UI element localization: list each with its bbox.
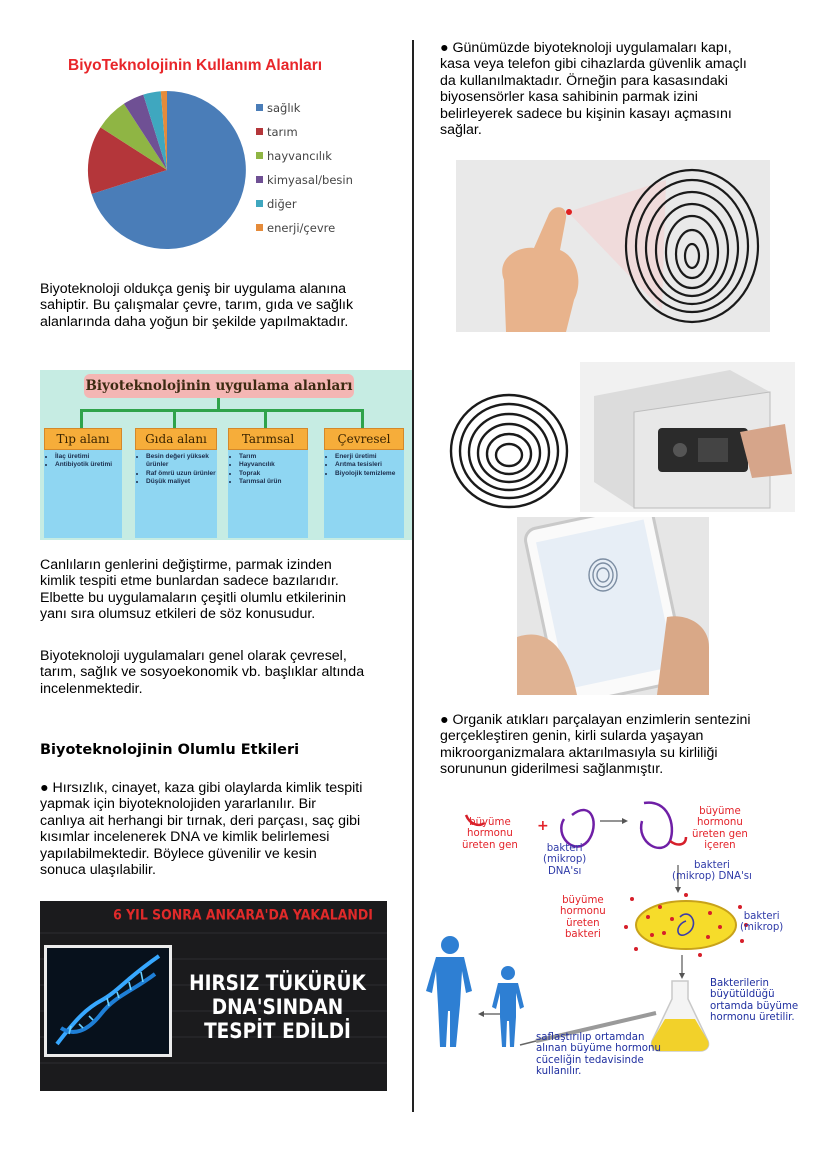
category-tip: Tıp alanı	[44, 428, 122, 450]
safe-photo	[580, 362, 795, 512]
dna-helix-icon	[47, 948, 169, 1054]
legend-item-enerji: enerji/çevre	[256, 221, 335, 235]
intro-paragraph: Biyoteknoloji oldukça geniş bir uygulama alanına sahiptir. Bu çalışmalar çevre, tarım, gıda ve sağlık alanlarında daha yoğun bir şekilde yapılmaktadır.	[40, 281, 354, 330]
fingerprint-icon	[626, 170, 758, 322]
water-pollution-paragraph: ● Organik atıkları parçalayan enzimlerin sentezini gerçekleştiren genin, kirli sularda yaşayan mikroorganizmalara aktarılmasıyla su kirliliği sorununun giderilmesi sağlanmıştır.	[440, 712, 751, 778]
column-divider	[412, 40, 414, 1112]
plus-sign: +	[537, 818, 549, 834]
legend-swatch	[256, 128, 263, 135]
category-tarimsal-box	[228, 450, 308, 538]
legend-item-kimyasal: kimyasal/besin	[256, 173, 353, 187]
legend-swatch	[256, 224, 263, 231]
bacteria-label: bakteri (mikrop)	[740, 911, 784, 934]
legend-swatch	[256, 176, 263, 183]
list-item: • Tarımsal ürün	[239, 478, 308, 486]
pie-chart	[82, 85, 252, 255]
legend-item-diger: diğer	[256, 197, 297, 211]
purified-hormone-label: saflaştırılıp ortamdan alınan büyüme hormonu cüceliğin tedavisinde kullanılır.	[536, 1032, 661, 1078]
list-item: • Raf ömrü uzun ürünler	[146, 470, 217, 478]
list-item: • Besin değeri yüksek ürünler	[146, 453, 217, 470]
category-tip-box	[44, 450, 122, 538]
dna-image-frame	[44, 945, 172, 1057]
safe-illustration	[580, 362, 795, 512]
category-tarimsal: Tarımsal	[228, 428, 308, 450]
list-item: • Arıtma tesisleri	[335, 461, 404, 469]
legend-swatch	[256, 104, 263, 111]
fingerprint-scan-illustration	[456, 160, 770, 332]
category-gida-box	[135, 450, 217, 538]
producing-bacteria-label: büyüme hormonu üreten bakteri	[560, 895, 606, 941]
genes-paragraph: Canlıların genlerini değiştirme, parmak izinden kimlik tespiti etme bunlardan sadece bazılarıdır. Elbette bu uygulamaların çeşitli olumlu etkilerinin yanı sıra olumsuz etkileri de söz konusudur.	[40, 557, 346, 623]
connector-line	[80, 409, 364, 412]
fingerprint-image	[442, 390, 576, 512]
list-item: • Enerji üretimi	[335, 453, 404, 461]
infographic-title: Biyoteknolojinin uygulama alanları	[84, 374, 354, 398]
connector-line	[80, 409, 83, 428]
legend-item-tarim: tarım	[256, 125, 298, 139]
legend-item-saglik: sağlık	[256, 101, 300, 115]
growth-medium-label: Bakterilerin büyütüldüğü ortamda büyüme hormonu üretilir.	[710, 978, 799, 1024]
list-item: • Antibiyotik üretimi	[55, 461, 122, 469]
recombinant-dna-icon	[641, 803, 672, 848]
bacteria-icon	[636, 901, 736, 949]
recombinant-dna-label: bakteri (mikrop) DNA'sı	[672, 860, 752, 883]
short-human-figure-icon	[492, 966, 524, 1047]
section-heading: Biyoteknolojinin Olumlu Etkileri	[40, 742, 300, 758]
phone-illustration	[517, 517, 709, 695]
legend-swatch	[256, 152, 263, 159]
connector-line	[264, 409, 267, 428]
list-item: • İlaç üretimi	[55, 453, 122, 461]
category-cevresel-box	[324, 450, 404, 538]
news-headline: 6 YIL SONRA ANKARA'DA YAKALANDI	[113, 906, 373, 923]
legend-item-hayvancilik: hayvancılık	[256, 149, 332, 163]
list-item: • Tarım	[239, 453, 308, 461]
human-figure-icon	[426, 936, 472, 1047]
hand-icon	[502, 207, 578, 332]
list-item: • Toprak	[239, 470, 308, 478]
categories-paragraph: Biyoteknoloji uygulamaları genel olarak çevresel, tarım, sağlık ve sosyoekonomik vb. başlıklar altında incelenmektedir.	[40, 648, 365, 697]
recombinant-gene-label: büyüme hormonu üreten gen içeren	[692, 806, 748, 852]
bacteria-dna-label: bakteri (mikrop) DNA'sı	[543, 843, 587, 877]
dna-ring-icon	[561, 810, 593, 847]
fingerprint-icon	[442, 390, 576, 512]
list-item: • Biyolojik temizleme	[335, 470, 404, 478]
list-item: • Hayvancılık	[239, 461, 308, 469]
category-gida: Gıda alanı	[135, 428, 217, 450]
category-cevresel: Çevresel	[324, 428, 404, 450]
news-image	[40, 901, 387, 1091]
phone-photo	[517, 517, 709, 695]
gene-label: büyüme hormonu üreten gen	[462, 817, 518, 851]
news-main-text: HIRSIZ TÜKÜRÜK DNA'SINDAN TESPİT EDİLDİ	[189, 971, 366, 1043]
identity-paragraph: ● Hırsızlık, cinayet, kaza gibi olaylarda kimlik tespiti yapmak için biyoteknolojiden yararlanılır. Bir canlıya ait herhangi bir tırnak, deri parçası, saç gibi kısımlar incelenerek DNA ve kimlik belirlemesi yapılabilmektedir. Böylece güvenilir ve kesin sonuca ulaşılabilir.	[40, 780, 363, 879]
security-paragraph: ● Günümüzde biyoteknoloji uygulamaları kapı, kasa veya telefon gibi cihazlarda güvenlik amaçlı da kullanılmaktadır. Örneğin para kasasındaki biyosensörler kasa sahibinin parmak izini belirleyerek sadece bu kişinin kasayı açmasını sağlar.	[440, 40, 747, 139]
pie-chart-title: BiyoTeknolojinin Kullanım Alanları	[68, 57, 323, 74]
list-item: • Düşük maliyet	[146, 478, 217, 486]
fingerprint-scan-photo	[456, 160, 770, 332]
connector-line	[361, 409, 364, 428]
application-areas-infographic	[40, 370, 412, 540]
connector-line	[173, 409, 176, 428]
legend-swatch	[256, 200, 263, 207]
